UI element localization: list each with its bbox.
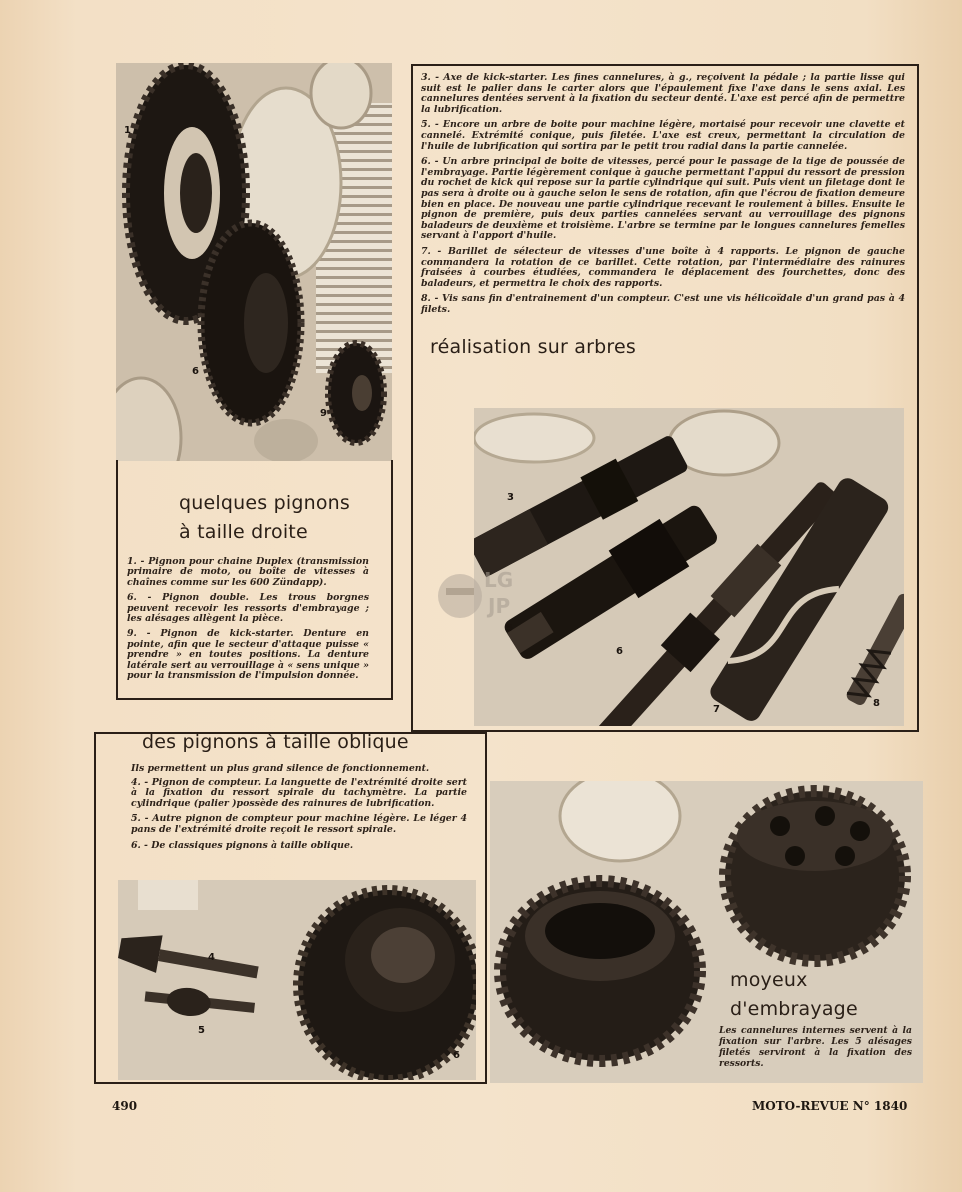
photo-label: 3: [507, 492, 514, 503]
shafts-item-5: 5. - Encore un arbre de boite pour machine légère, mortaisé pour recevoir une clavette et cannelé. Extrémité conique, puis filetée. L'axe est creux, permettant la circulation de l'huile de lubrification qui sortira par le petit trou radial dans la partie cannelée.: [421, 119, 905, 152]
oblique-item-6: 6. - De classiques pignons à taille oblique.: [131, 839, 354, 851]
page-number: 490: [112, 1099, 138, 1113]
straight-item-6: 6. - Pignon double. Les trous borgnes peuvent recevoir les ressorts d'embrayage ; les alésages allègent la pièce.: [127, 592, 369, 625]
watermark-text-bottom: JP: [488, 594, 511, 618]
shafts-item-7: 7. - Barillet de sélecteur de vitesses d'une boîte à 4 rapports. Le pignon de gauche commandera la rotation de ce barillet. Cette rotation, par l'intermédiaire des rainures fraisées à courbes étudiées, commandera le déplacement des fourchettes, donc des baladeurs, et permettra le choix des rapports.: [421, 245, 905, 289]
shafts-photo: [474, 408, 904, 726]
shafts-item-8: 8. - Vis sans fin d'entrainement d'un compteur. C'est une vis hélicoïdale d'un grand pas à 4 filets.: [421, 293, 905, 315]
oblique-item-4: 4. - Pignon de compteur. La languette de l'extrémité droite sert à la fixation du ressort spirale du tachymètre. La partie cylindrique (palier )possède des rainures de lubrification.: [131, 776, 467, 809]
straight-gears-illustration: [116, 63, 392, 461]
oblique-gears-photo: [118, 880, 476, 1080]
oblique-item-5: 5. - Autre pignon de compteur pour machine légère. Le léger 4 pans de l'extrémité droite reçoit le ressort spirale.: [131, 813, 467, 835]
watermark: [434, 564, 530, 628]
photo-label: 6: [192, 366, 199, 377]
oblique-title: des pignons à taille oblique: [142, 731, 409, 753]
watermark-face-icon: [434, 564, 530, 628]
photo-label: 4: [208, 952, 215, 963]
oblique-caption-text: [131, 764, 467, 856]
photo-label: 8: [873, 698, 880, 709]
straight-item-9: 9. - Pignon de kick-starter. Denture en pointe, afin que le secteur d'attaque puisse « prendre » en toutes positions. La denture latérale sert au verrouillage à « sens unique » pour la transmission de l'impulsion donnée.: [127, 628, 369, 682]
shafts-title: réalisation sur arbres: [430, 336, 636, 358]
hubs-title-line1: moyeux: [730, 969, 808, 991]
photo-label: 1: [124, 125, 131, 136]
photo-label: 5: [506, 623, 513, 634]
straight-item-1: 1. - Pignon pour chaine Duplex (transmission primaire de moto, ou boîte de vitesses à chaînes comme sur les 600 Zündapp).: [127, 556, 369, 588]
straight-gears-photo: [116, 63, 392, 461]
watermark-text-top: LG: [484, 568, 514, 592]
shafts-illustration: [474, 408, 904, 726]
shafts-item-6: 6. - Un arbre principal de boite de vitesses, percé pour le passage de la tige de poussée de l'embrayage. Partie légèrement conique à gauche permettant l'appui du ressort de pression du rochet de kick qui repose sur la partie cylindrique qui suit. Puis vient un filetage dont le pas sera à droite ou à gauche selon le sens de rotation, afin que l'écrou de fixation demeure bien en place. De nouveau une partie cylindrique recevant le roulement à billes. Ensuite le pignon de première, puis deux parties cannelées servant au verrouillage des pignons baladeurs de deuxième et troisième. L'arbre se termine par le longues cannelures femelles servant à l'apport d'huile.: [421, 156, 905, 242]
oblique-intro: Ils permettent un plus grand silence de fonctionnement.: [131, 763, 430, 774]
hubs-caption-text: Les cannelures internes servent à la fixation sur l'arbre. Les 5 alésages filetés serviront à la fixation des ressorts.: [719, 1025, 912, 1069]
shafts-caption-text: [421, 73, 905, 320]
photo-label: 5: [198, 1025, 205, 1036]
photo-label: 6: [453, 1050, 460, 1061]
straight-caption-text: [127, 557, 369, 686]
shafts-item-3: 3. - Axe de kick-starter. Les fines cannelures, à g., reçoivent la pédale ; la partie lisse qui suit est le palier dans le carter alors que l'épaulement fixe l'axe dans le sens axial. Les cannelures dentées servent à la fixation du secteur denté. L'axe est percé afin de permettre la lubrification.: [421, 72, 905, 115]
photo-label: 9: [320, 408, 327, 419]
hubs-title-line2: d'embrayage: [730, 998, 858, 1020]
straight-title-line1: quelques pignons: [179, 492, 351, 514]
photo-label: 7: [713, 704, 720, 715]
straight-title-line2: à taille droite: [179, 521, 308, 543]
magazine-issue: MOTO-REVUE N° 1840: [752, 1099, 908, 1113]
oblique-gears-illustration: [118, 880, 476, 1080]
photo-label: 6: [616, 646, 623, 657]
